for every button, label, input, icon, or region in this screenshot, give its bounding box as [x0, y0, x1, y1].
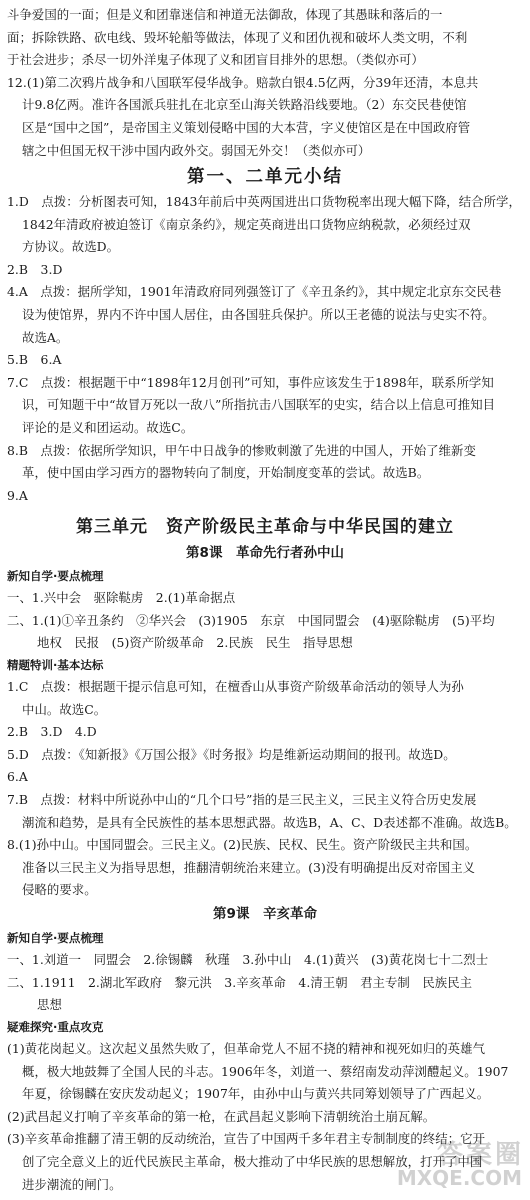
text-line: 二、1.(1)①辛丑条约 ②华兴会 (3)1905 东京 中国同盟会 (4)驱除鞑虏 (5)平均 [7, 612, 495, 628]
text-line: (1)黄花岗起义。这次起义虽然失败了，但革命党人不屈不挠的精神和视死如归的英雄气 [7, 1041, 486, 1056]
text-line: 于社会进步；杀尽一切外洋鬼子体现了义和团盲目排外的思想。（类似亦可） [7, 52, 424, 68]
text-line: 斗争爱国的一面；但是义和团靠迷信和神道无法御敌，体现了其愚昧和落后的一 [7, 7, 443, 22]
text-line: 地权 民报 (5)资产阶级革命 2.民族 民生 指导思想 [37, 635, 353, 651]
watermark-text: 答案圈 [436, 1140, 524, 1170]
text-line: 一、1.刘道一 同盟会 2.徐锡麟 秋瑾 3.孙中山 4.(1)黄兴 (3)黄花岗七十二烈士 [7, 952, 489, 967]
summary-answers-block [0, 191, 530, 507]
section-heading: 新知自学·要点梳理 [7, 931, 104, 945]
text-line: 二、1.1911 2.湖北军政府 黎元洪 3.辛亥革命 4.清王朝 君主专制 民族民主 [7, 974, 473, 990]
lesson8-heading: 第8课 革命先行者孙中山 [186, 545, 344, 561]
text-line: 潮流和趋势，是具有全民族性的基本思想武器。故选B，A、C、D表述都不准确。故选B。 [22, 814, 517, 830]
text-line: 中山。故选C。 [22, 701, 107, 717]
text-line: 区是“国中之国”，是帝国主义策划侵略中国的大本营，字义使馆区是在中国政府管 [22, 119, 471, 135]
text-line: 方协议。故选D。 [22, 239, 120, 255]
text-line: 评论的是义和团运动。故选C。 [22, 419, 194, 435]
text-line: 5.D 点拨：《知新报》《万国公报》《时务报》均是维新运动期间的报刊。故选D。 [7, 746, 456, 762]
text-line: 识，可知题干中“故冒万死以一敌八”所指抗击八国联军的史实，结合以上信息可推知目 [22, 397, 496, 413]
text-line: 8.B 点拨：依据所学知识，甲午中日战争的惨败刺激了先进的中国人，开始了维新变 [7, 442, 476, 458]
text-line: (3)辛亥革命推翻了清王朝的反动统治，宣告了中国两千多年君主专制制度的终结；它开 [7, 1131, 486, 1147]
text-line: 一、1.兴中会 驱除鞑虏 2.(1)革命据点 [7, 590, 236, 605]
text-line: 创了完全意义上的近代民族民主革命，极大推动了中华民族的思想解放，打开了中国 [22, 1153, 483, 1169]
text-line: 1842年清政府被迫签订《南京条约》，规定英商进出口货物应纳税款，必须经过双 [22, 216, 471, 232]
watermark-logo [394, 1134, 524, 1194]
text-line: 5.B 6.A [7, 352, 62, 368]
text-line: 设为使馆界，界内不许中国人居住，由各国驻兵保护。所以王老德的说法与史实不符。 [22, 306, 495, 322]
text-line: 侵略的要求。 [22, 882, 97, 898]
text-line: 故选A。 [22, 329, 69, 345]
text-line: 2.B 3.D [7, 261, 63, 277]
text-line: 7.C 点拨：根据题干中“1898年12月创刊”可知，事件应该发生于1898年，联系所学知 [7, 374, 494, 390]
text-line: 面；拆除铁路、砍电线、毁坏轮船等做法，体现了义和团仇视和破坏人类文明，不利 [7, 29, 468, 45]
text-line: 8.(1)孙中山。中国同盟会。三民主义。(2)民族、民权、民生。资产阶级民主共和国。 [7, 837, 478, 853]
text-line: 6.A [7, 769, 28, 785]
lesson9-heading: 第9课 辛亥革命 [213, 906, 317, 922]
section-heading: 疑难探究·重点攻克 [7, 1020, 104, 1034]
text-line: 进步潮流的闸门。 [22, 1176, 122, 1192]
watermark-url: MXQE.COM [396, 1166, 522, 1190]
lesson8-self-study [0, 565, 530, 655]
text-line: 准备以三民主义为指导思想，推翻清朝统治来建立。(3)没有明确提出反对帝国主义 [22, 859, 476, 875]
text-line: 4.A 点拨：据所学知，1901年清政府同列强签订了《辛丑条约》，其中规定北京东交民巷 [7, 284, 502, 300]
top-answers-block [0, 4, 530, 162]
text-line: (2)武昌起义打响了辛亥革命的第一枪，在武昌起义影响下清朝统治土崩瓦解。 [7, 1108, 436, 1124]
text-line: 辖之中但国无权干涉中国内政外交。弱国无外交！（类似亦可） [22, 142, 371, 158]
text-line: 12.(1)第二次鸦片战争和八国联军侵华战争。赔款白银4.5亿两，分39年还清，本息共 [7, 74, 479, 90]
summary-heading: 第一、二单元小结 [187, 167, 343, 187]
lesson9-self-study [0, 927, 530, 1017]
lesson8-exercises [0, 654, 530, 902]
text-line: 革，使中国由学习西方的器物转向了制度，开始制度变革的尝试。故选B。 [22, 465, 430, 481]
text-line: 7.B 点拨：材料中所说孙中山的“几个口号”指的是三民主义，三民主义符合历史发展 [7, 791, 477, 807]
text-line: 年夏，徐锡麟在安庆发动起义；1907年，由孙中山与黄兴共同筹划领导了广西起义。 [22, 1086, 490, 1102]
text-line: 概，极大地鼓舞了全国人民的斗志。1906年冬，刘道一、蔡绍南发动萍浏醴起义。1907 [22, 1063, 509, 1079]
text-line: 思想 [37, 997, 62, 1013]
text-line: 1.C 点拨：根据题干提示信息可知，在檀香山从事资产阶级革命活动的领导人为孙 [7, 679, 464, 694]
section-heading: 新知自学·要点梳理 [7, 569, 104, 583]
text-line: 2.B 3.D 4.D [7, 724, 97, 740]
text-line: 9.A [7, 487, 28, 503]
text-line: 计9.8亿两。准许各国派兵驻扎在北京至山海关铁路沿线要地。（2）东交民巷使馆 [22, 97, 467, 113]
section-heading: 精题特训·基本达标 [7, 658, 104, 672]
unit3-heading: 第三单元 资产阶级民主革命与中华民国的建立 [76, 517, 454, 537]
text-line: 1.D 点拨：分析图表可知，1843年前后中英两国进出口货物税率出现大幅下降，结合所学， [7, 194, 521, 209]
